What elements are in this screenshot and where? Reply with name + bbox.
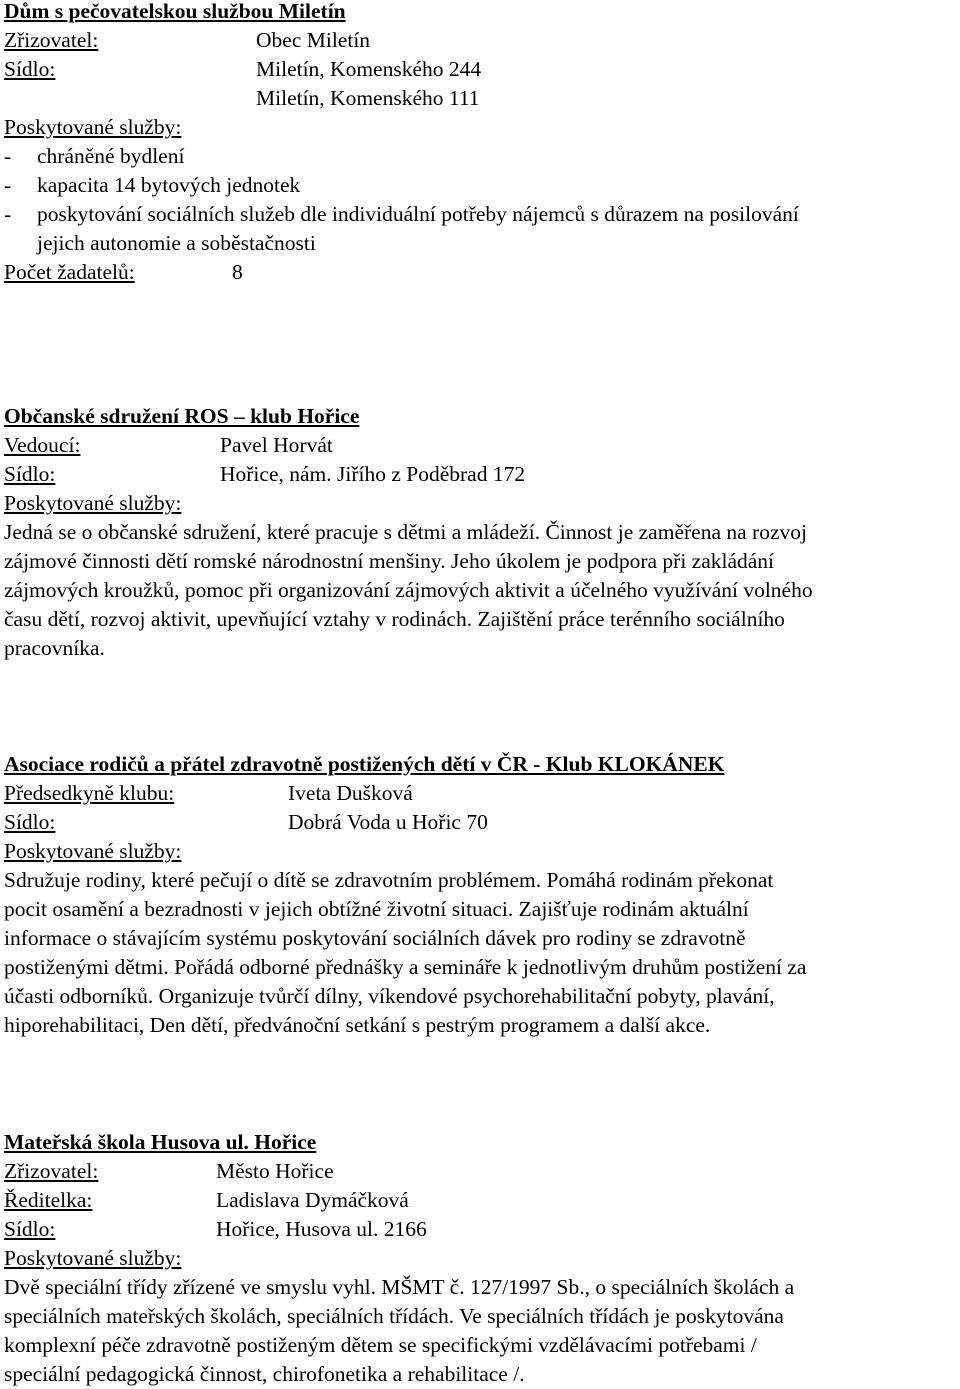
section-title: Občanské sdružení ROS – klub Hořice <box>4 404 360 428</box>
zrizovatel-label: Zřizovatel: <box>4 28 99 52</box>
paragraph-line: zájmové činnosti dětí romské národnostní menšiny. Jeho úkolem je podpora při zakládání <box>4 549 775 573</box>
paragraph-line: účasti odborníků. Organizuje tvůrčí dílny, víkendové psychorehabilitační pobyty, plavání, <box>4 984 775 1008</box>
paragraph-line: postiženými dětmi. Pořádá odborné přednášky a semináře k jednotlivým druhům postižení za <box>4 955 807 979</box>
pocet-value: 8 <box>232 260 243 284</box>
section-title: Dům s pečovatelskou službou Miletín <box>4 0 346 23</box>
sidlo-label: Sídlo: <box>4 57 56 81</box>
sidlo-value: Miletín, Komenského 244 <box>256 57 482 81</box>
paragraph-line: Sdružuje rodiny, které pečují o dítě se zdravotním problémem. Pomáhá rodinám překonat <box>4 868 774 892</box>
sidlo-value: Hořice, nám. Jiřího z Poděbrad 172 <box>220 462 526 486</box>
reditelka-label: Ředitelka: <box>4 1188 93 1212</box>
sidlo-label: Sídlo: <box>4 810 56 834</box>
paragraph-line: speciální pedagogická činnost, chirofonetika a rehabilitace /. <box>4 1362 525 1386</box>
paragraph-line: Dvě speciální třídy zřízené ve smyslu vyhl. MŠMT č. 127/1997 Sb., o speciálních školách a <box>4 1275 795 1299</box>
vedouci-value: Pavel Horvát <box>220 433 333 457</box>
zrizovatel-value: Obec Miletín <box>256 28 371 52</box>
paragraph-line: pocit osamění a bezradnosti v jejich obtížné životní situaci. Zajišťuje rodinám aktuální <box>4 897 749 921</box>
sidlo-label: Sídlo: <box>4 1217 56 1241</box>
paragraph-line: komplexní péče zdravotně postiženým dětem se specifickými vzdělávacími potřebami / <box>4 1333 757 1357</box>
paragraph-line: informace o stávajícím systému poskytování sociálních dávek pro rodiny se zdravotně <box>4 926 746 950</box>
paragraph-line: zájmových kroužků, pomoc při organizování zájmových aktivit a účelného využívání volného <box>4 578 813 602</box>
section-title: Mateřská škola Husova ul. Hořice <box>4 1130 317 1154</box>
sluzby-label: Poskytované služby: <box>4 839 182 863</box>
sidlo-value: Miletín, Komenského 111 <box>256 86 480 110</box>
vedouci-label: Vedoucí: <box>4 433 81 457</box>
reditelka-value: Ladislava Dymáčková <box>216 1188 409 1212</box>
paragraph-line: hiporehabilitaci, Den dětí, předvánoční setkání s pestrým programem a další akce. <box>4 1013 711 1037</box>
predsedkyne-value: Iveta Dušková <box>288 781 413 805</box>
sluzby-label: Poskytované služby: <box>4 491 182 515</box>
sidlo-value: Hořice, Husova ul. 2166 <box>216 1217 427 1241</box>
paragraph-line: speciálních mateřských školách, speciálních třídách. Ve speciálních třídách je poskytována <box>4 1304 784 1328</box>
sidlo-value: Dobrá Voda u Hořic 70 <box>288 810 488 834</box>
paragraph-line: pracovníka. <box>4 636 105 660</box>
sluzby-label: Poskytované služby: <box>4 1246 182 1270</box>
paragraph-line: času dětí, rozvoj aktivit, upevňující vztahy v rodinách. Zajištění práce terénního sociálního <box>4 607 785 631</box>
paragraph-line: Jedná se o občanské sdružení, které pracuje s dětmi a mládeží. Činnost je zaměřena na rozvoj <box>4 520 807 544</box>
zrizovatel-value: Město Hořice <box>216 1159 334 1183</box>
sidlo-label: Sídlo: <box>4 462 56 486</box>
section-title: Asociace rodičů a přátel zdravotně postižených dětí v ČR - Klub KLOKÁNEK <box>4 752 725 776</box>
zrizovatel-label: Zřizovatel: <box>4 1159 99 1183</box>
predsedkyne-label: Předsedkyně klubu: <box>4 781 175 805</box>
sluzby-label: Poskytované služby: <box>4 115 182 139</box>
pocet-label: Počet žadatelů: <box>4 260 135 284</box>
